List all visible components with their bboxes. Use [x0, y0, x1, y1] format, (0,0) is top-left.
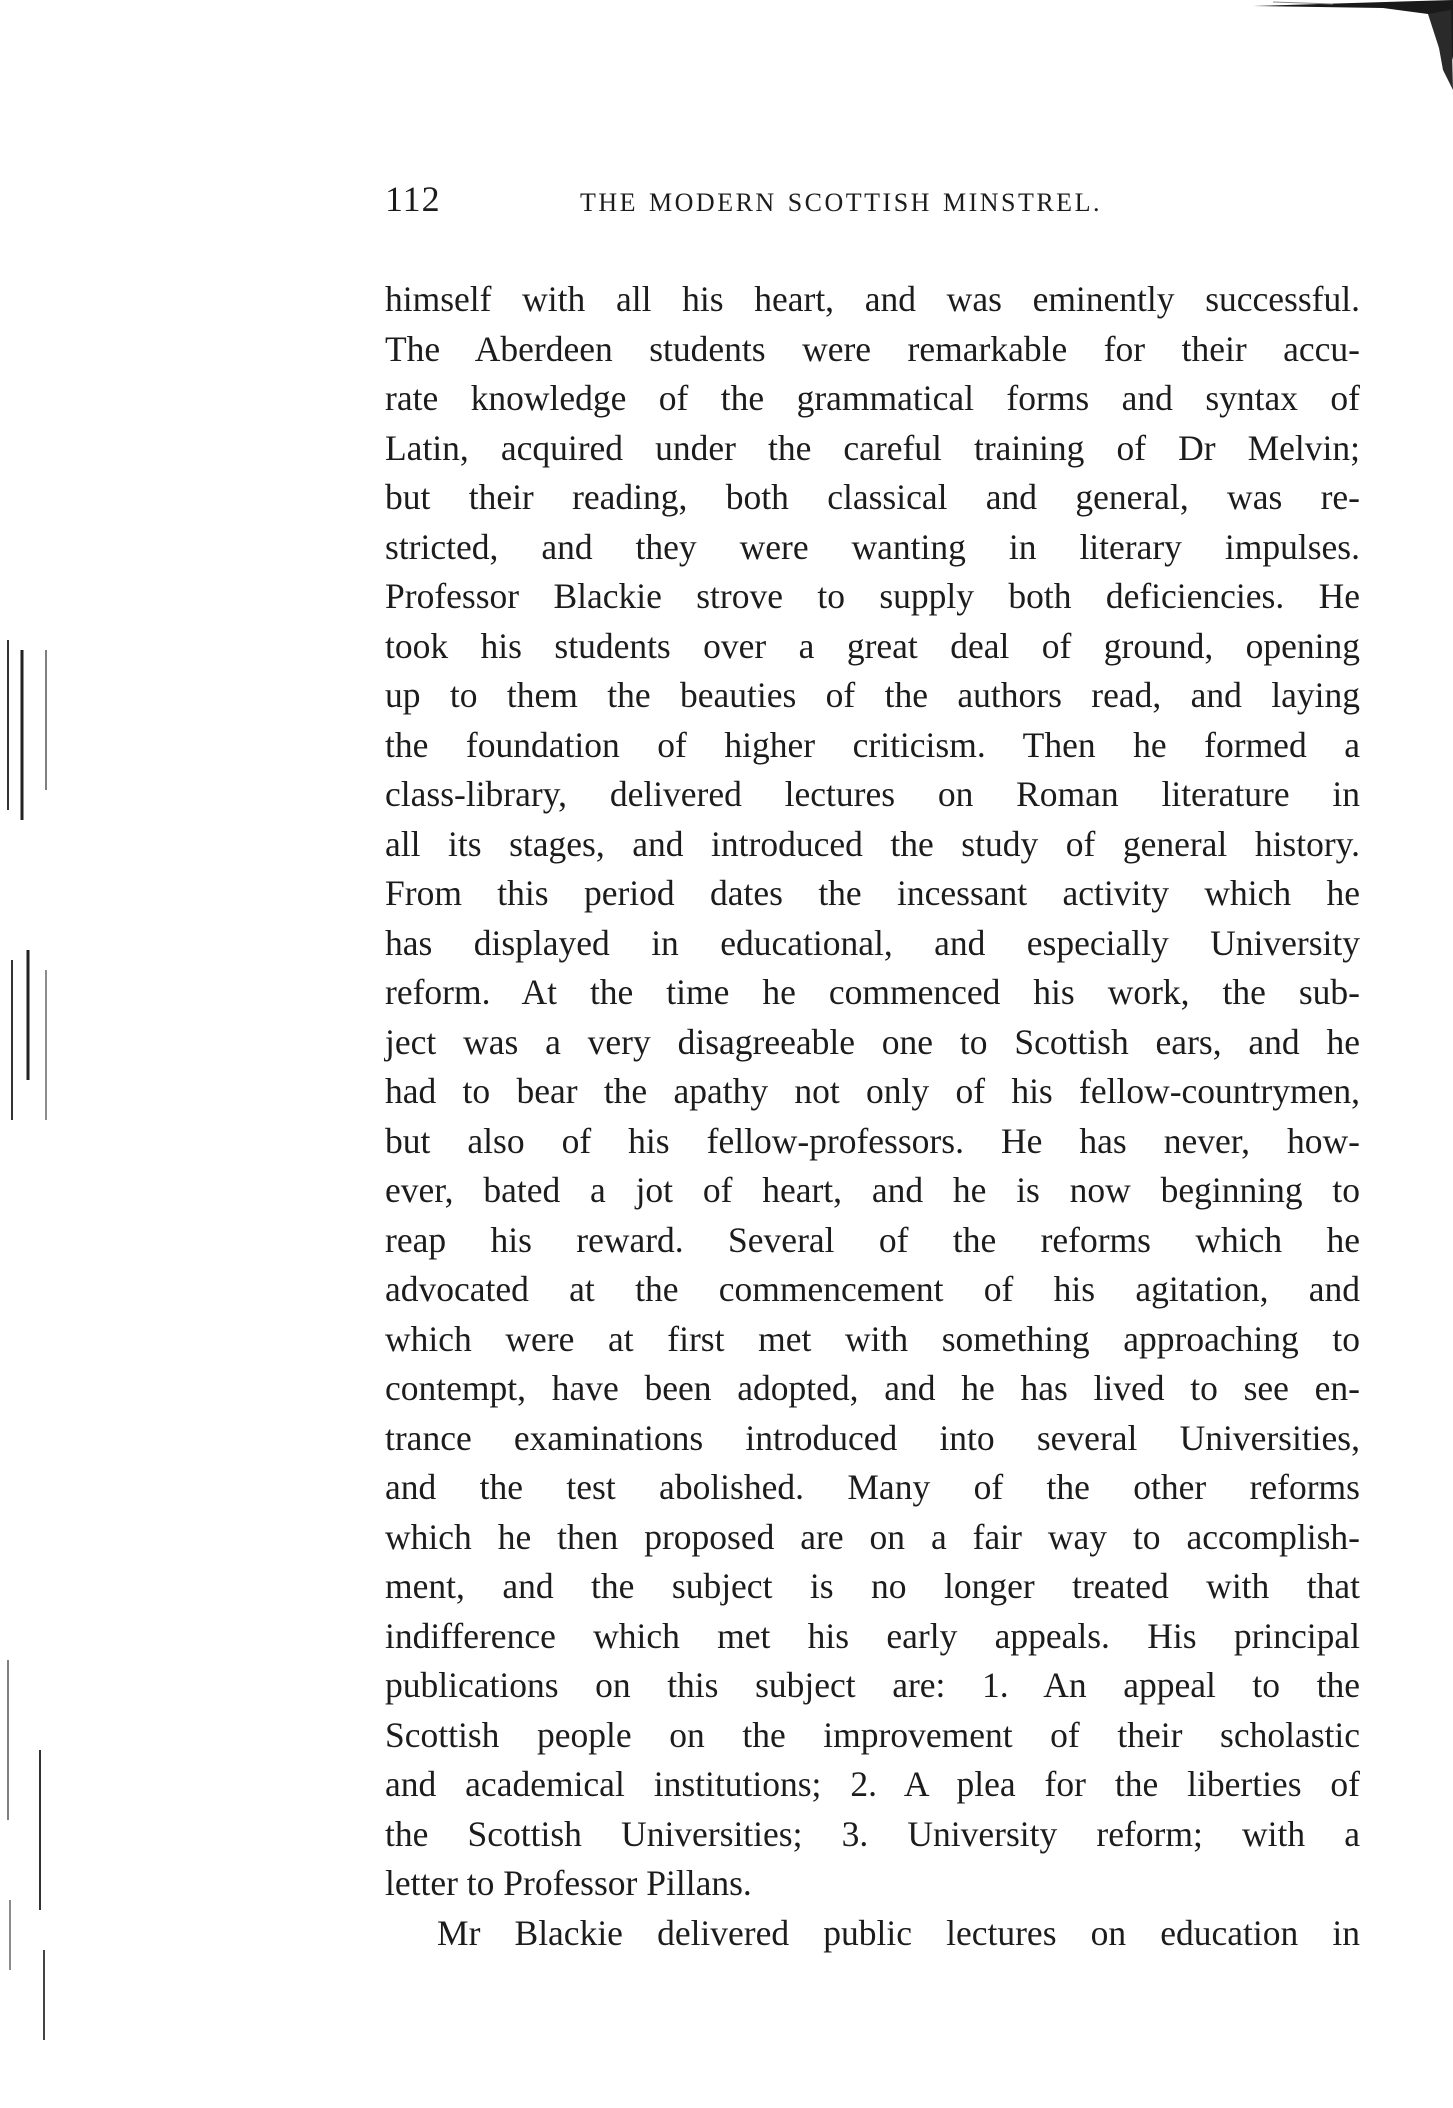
text-line: indifference which met his early appeals. His principal [385, 1615, 1360, 1656]
text-line: ject was a very disagreeable one to Scottish ears, and he [385, 1021, 1360, 1062]
text-line: had to bear the apathy not only of his fellow-countrymen, [385, 1071, 1360, 1111]
text-line: but their reading, both classical and general, was re- [385, 477, 1360, 517]
text-line: rate knowledge of the grammatical forms and syntax of [385, 378, 1360, 418]
text-line: the Scottish Universities; 3. University reform; with a [385, 1813, 1360, 1854]
text-line: took his students over a great deal of ground, opening [385, 625, 1360, 666]
page-number: 112 [385, 179, 441, 219]
text-line: ever, bated a jot of heart, and he is now beginning to [385, 1170, 1360, 1210]
text-line: reform. At the time he commenced his work, the sub- [385, 972, 1360, 1012]
text-line: trance examinations introduced into several Universities, [385, 1417, 1360, 1458]
text-line: has displayed in educational, and especially University [385, 922, 1360, 963]
text-line: letter to Professor Pillans. [385, 1863, 752, 1903]
body-text [385, 275, 1360, 1958]
text-line: advocated at the commencement of his agitation, and [385, 1269, 1360, 1309]
text-line: stricted, and they were wanting in literary impulses. [385, 526, 1360, 567]
text-line: ment, and the subject is no longer treated with that [385, 1566, 1360, 1606]
scan-edge-shadow [1213, 0, 1453, 110]
text-line: reap his reward. Several of the reforms which he [385, 1219, 1360, 1260]
text-line: contempt, have been adopted, and he has lived to see en- [385, 1368, 1360, 1408]
text-line: up to them the beauties of the authors read, and laying [385, 675, 1360, 715]
text-line: which were at first met with something approaching to [385, 1318, 1360, 1359]
running-title: THE MODERN SCOTTISH MINSTREL. [580, 188, 1102, 217]
text-line: From this period dates the incessant activity which he [385, 873, 1360, 913]
running-head [385, 178, 1185, 228]
text-line: class-library, delivered lectures on Roman literature in [385, 774, 1360, 814]
paragraph [385, 1909, 1360, 1959]
text-line: all its stages, and introduced the study of general history. [385, 823, 1360, 864]
text-line: publications on this subject are: 1. An appeal to the [385, 1665, 1360, 1705]
text-line: himself with all his heart, and was eminently successful. [385, 279, 1360, 319]
text-line: Professor Blackie strove to supply both deficiencies. He [385, 576, 1360, 616]
text-line: but also of his fellow-professors. He has never, how- [385, 1120, 1360, 1161]
text-line: Latin, acquired under the careful training of Dr Melvin; [385, 427, 1360, 468]
text-line: and the test abolished. Many of the other reforms [385, 1467, 1360, 1507]
text-line: The Aberdeen students were remarkable for their accu- [385, 328, 1360, 369]
text-line: Scottish people on the improvement of their scholastic [385, 1714, 1360, 1755]
text-line: and academical institutions; 2. A plea for the liberties of [385, 1764, 1360, 1804]
text-line: which he then proposed are on a fair way to accomplish- [385, 1516, 1360, 1557]
text-line: Mr Blackie delivered public lectures on education in [437, 1912, 1360, 1953]
gutter-scan-marks [0, 520, 70, 2080]
paragraph [385, 275, 1360, 1909]
text-line: the foundation of higher criticism. Then he formed a [385, 724, 1360, 765]
